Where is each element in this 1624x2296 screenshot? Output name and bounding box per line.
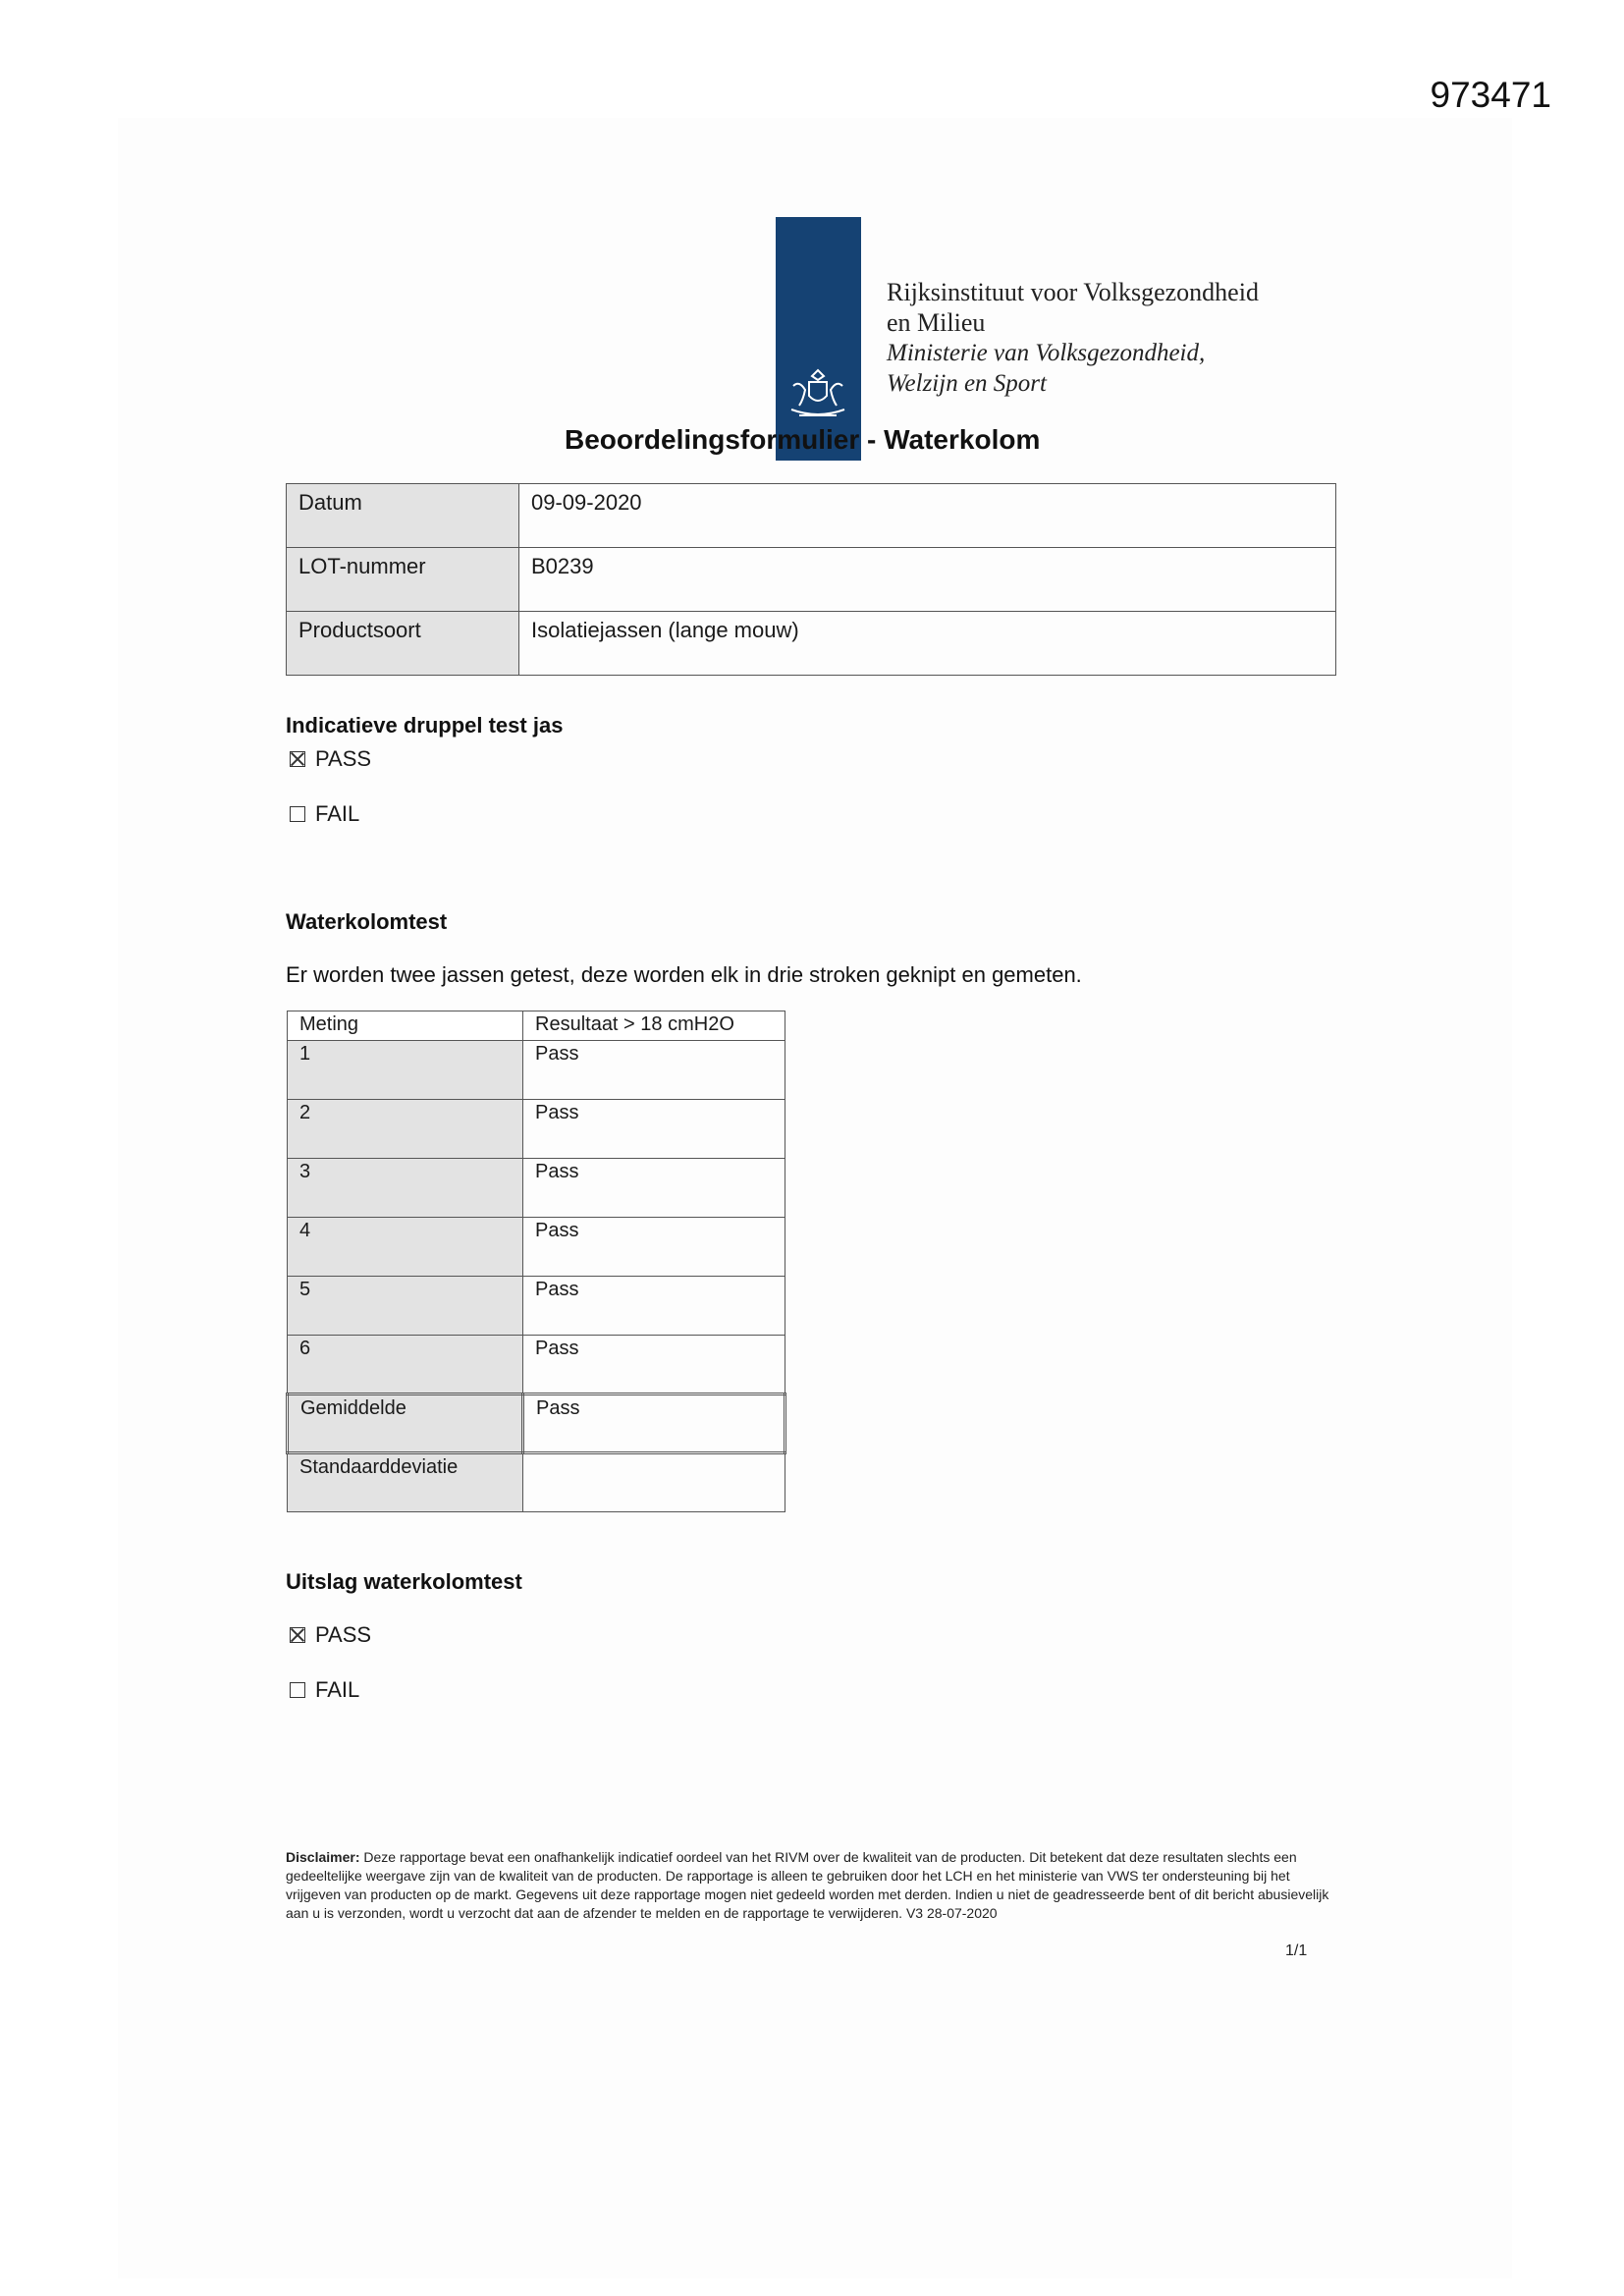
info-label: Productsoort (287, 612, 519, 676)
info-label: Datum (287, 484, 519, 548)
measurement-label: Standaarddeviatie (288, 1453, 523, 1512)
column-header: Meting (288, 1011, 523, 1041)
measurement-label: 1 (288, 1041, 523, 1100)
table-row (287, 612, 1336, 676)
table-row (287, 548, 1336, 612)
ministry-line-2: Welzijn en Sport (887, 370, 1047, 397)
table-header-row (288, 1011, 785, 1041)
option-label: PASS (315, 746, 372, 771)
table-row (288, 1159, 785, 1218)
info-label: LOT-nummer (287, 548, 519, 612)
table-row (288, 1218, 785, 1277)
measurement-value: Pass (523, 1336, 785, 1394)
option-label: PASS (315, 1622, 372, 1647)
info-table (286, 483, 1336, 676)
document-number: 973471 (1430, 75, 1551, 115)
coat-of-arms-icon (784, 364, 853, 423)
checkbox-checked-icon[interactable] (290, 751, 305, 767)
measurement-value: Pass (523, 1218, 785, 1277)
measurement-value: Pass (523, 1159, 785, 1218)
result-heading: Uitslag waterkolomtest (286, 1569, 522, 1594)
measurement-label: 3 (288, 1159, 523, 1218)
drop-test-heading: Indicatieve druppel test jas (286, 713, 564, 738)
measurement-value: Pass (523, 1041, 785, 1100)
measurement-label: 5 (288, 1277, 523, 1336)
option-label: FAIL (315, 1677, 360, 1702)
column-header: Resultaat > 18 cmH2O (523, 1011, 785, 1041)
result-pass-option[interactable] (290, 1622, 371, 1648)
disclaimer-label: Disclaimer: (286, 1849, 360, 1865)
organization-name (887, 277, 1259, 399)
info-value: Isolatiejassen (lange mouw) (519, 612, 1336, 676)
table-row (288, 1100, 785, 1159)
water-column-description: Er worden twee jassen getest, deze worden elk in drie stroken geknipt en gemeten. (286, 962, 1082, 987)
info-value: 09-09-2020 (519, 484, 1336, 548)
measurement-label: 2 (288, 1100, 523, 1159)
checkbox-unchecked-icon[interactable] (290, 1682, 305, 1698)
water-column-heading: Waterkolomtest (286, 909, 448, 934)
table-row (288, 1336, 785, 1394)
table-row-average (288, 1394, 785, 1453)
checkbox-unchecked-icon[interactable] (290, 806, 305, 822)
table-row (288, 1041, 785, 1100)
org-line-1: Rijksinstituut voor Volksgezondheid (887, 278, 1259, 306)
measurement-value: Pass (523, 1100, 785, 1159)
table-row (287, 484, 1336, 548)
drop-test-fail-option[interactable] (290, 801, 359, 827)
measurement-value: Pass (523, 1394, 785, 1453)
document-title: Beoordelingsformulier - Waterkolom (565, 424, 1041, 455)
measurement-label: 4 (288, 1218, 523, 1277)
drop-test-pass-option[interactable] (290, 746, 371, 772)
org-line-2: en Milieu (887, 308, 986, 337)
measurement-value: Pass (523, 1277, 785, 1336)
disclaimer-text: Deze rapportage bevat een onafhankelijk indicatief oordeel van het RIVM over de kwaliteit van de producten. Dit betekent dat deze resultaten slechts een gedeeltelijke weergave zijn van de kwaliteit van de producten. De rapportage is alleen te gebruiken door het LCH en het ministerie van VWS ter ondersteuning bij het vrijgeven van producten op de markt. Gegevens uit deze rapportage mogen niet gedeeld worden met derden. Indien u niet de geadresseerde bent of dit bericht abusievelijk aan u is verzonden, wordt u verzocht dat aan de afzender te melden en de rapportage te verwijderen. V3 28-07-2020 (286, 1849, 1329, 1921)
ministry-line-1: Ministerie van Volksgezondheid, (887, 340, 1206, 366)
measurement-table (286, 1011, 786, 1512)
measurement-label: 6 (288, 1336, 523, 1394)
table-row (288, 1277, 785, 1336)
page-number: 1/1 (1285, 1942, 1308, 1959)
measurement-label: Gemiddelde (288, 1394, 523, 1453)
table-row (288, 1453, 785, 1512)
measurement-value (523, 1453, 785, 1512)
result-fail-option[interactable] (290, 1677, 359, 1703)
info-value: B0239 (519, 548, 1336, 612)
checkbox-checked-icon[interactable] (290, 1627, 305, 1643)
disclaimer (286, 1848, 1336, 1923)
option-label: FAIL (315, 801, 360, 826)
